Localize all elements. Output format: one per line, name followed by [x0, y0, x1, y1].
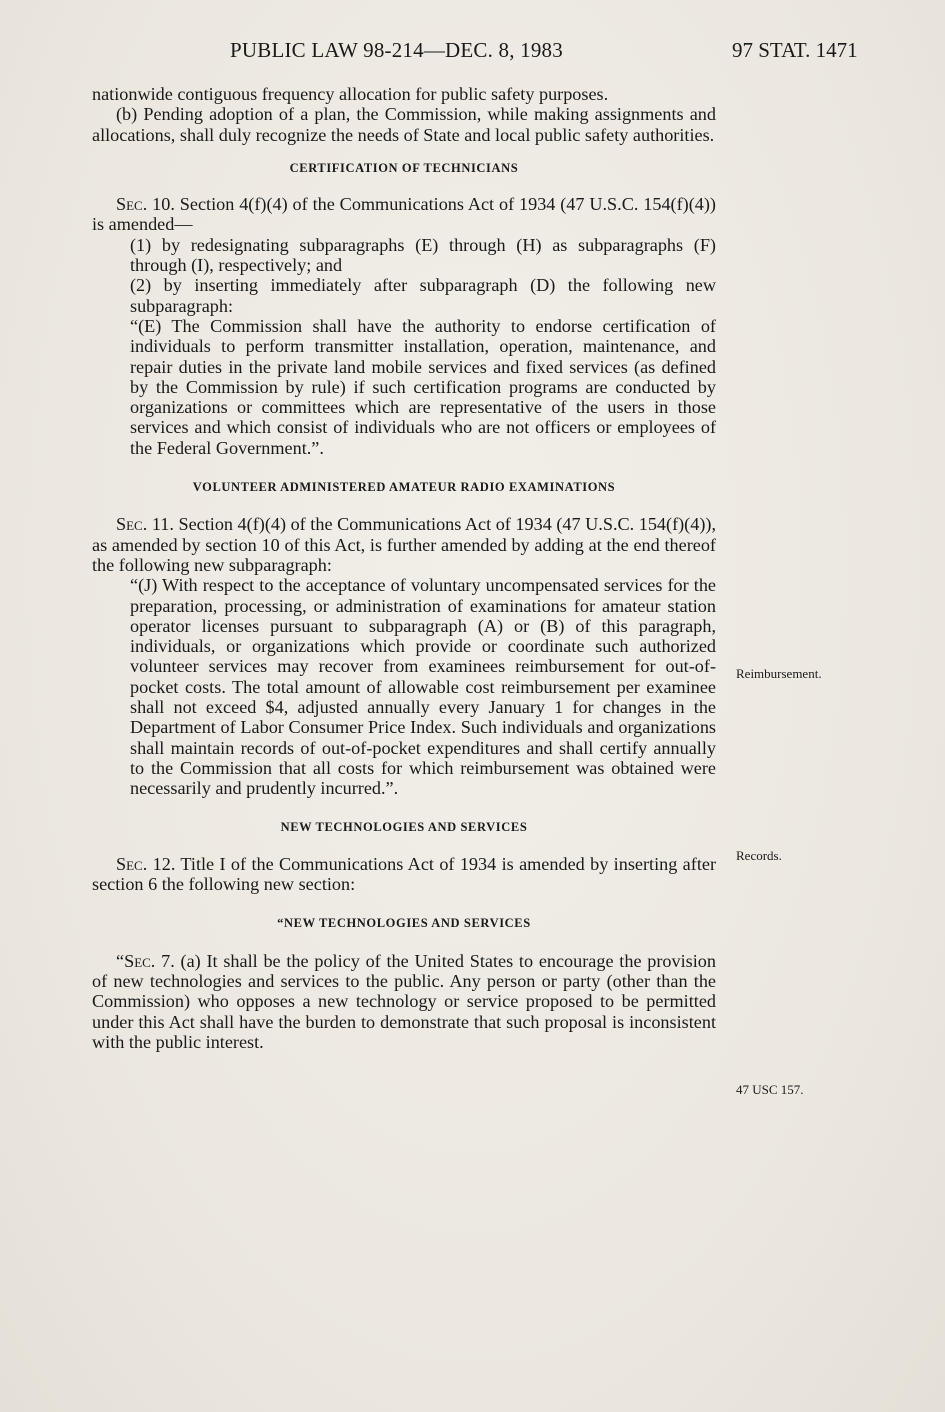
section-10: [92, 194, 716, 235]
section-7: [92, 951, 716, 1052]
margin-note-records: Records.: [736, 848, 782, 863]
heading-certification: CERTIFICATION OF TECHNICIANS: [289, 160, 519, 175]
section-11: [92, 514, 716, 575]
section-7-text: 7. (a) It shall be the policy of the United States to encourage the provision of new technologies and services to the public. Any person or party (other than the Commission) who opposes a new technology or service proposed to be permitted under this Act shall have the burden to demonstrate that such proposal is inconsistent with the public interest.: [92, 950, 716, 1052]
body-column: [92, 84, 716, 1052]
section-10-item-1: (1) by redesignating subparagraphs (E) through (H) as subparagraphs (F) through (I), respectively; and: [130, 234, 716, 276]
sec-label: Sec.: [116, 514, 148, 535]
header-title: PUBLIC LAW 98-214—DEC. 8, 1983: [230, 38, 563, 62]
section-12-text: 12. Title I of the Communications Act of 1934 is amended by inserting after section 6 the following new section:: [92, 853, 716, 895]
section-10-item-2: (2) by inserting immediately after subparagraph (D) the following new subparagraph:: [130, 275, 716, 316]
section-10-quote: “(E) The Commission shall have the authority to endorse certification of individuals to perform transmitter installation, operation, maintenance, and repair duties in the private land mobile services and fixed services (as defined by the Commission by rule) if such certification programs are conducted by organizations or committees which are representative of the users in those services and which consist of individuals who are not officers or employees of the Federal Government.”.: [130, 315, 716, 458]
heading-volunteer-exams: VOLUNTEER ADMINISTERED AMATEUR RADIO EXAMINATIONS: [192, 480, 616, 495]
section-12: [92, 854, 716, 895]
sec-label: Sec.: [116, 194, 148, 215]
margin-note-reimbursement: Reimbursement.: [736, 666, 822, 681]
paragraph-continued: nationwide contiguous frequency allocation for public safety purposes.: [92, 84, 609, 104]
section-11-quote: “(J) With respect to the acceptance of voluntary uncompensated services for the preparation, processing, or administration of examinations for amateur station operator licenses pursuant to subparagraph (A) or (B) of this paragraph, individuals, or organizations which provide or coordinate such authorized volunteer services may recover from examinees reimbursement for out-of-pocket costs. The total amount of allowable cost reimbursement per examinee shall not exceed $4, adjusted annually every January 1 for changes in the Department of Labor Consumer Price Index. Such individuals and organizations shall maintain records of out-of-pocket expenditures and shall certify annually to the Commission that all costs for which reimbursement was obtained were necessarily and prudently incurred.”.: [130, 575, 716, 799]
header-stat-citation: 97 STAT. 1471: [732, 38, 858, 62]
open-quote: “: [116, 950, 125, 971]
page-header: [0, 38, 945, 68]
section-11-text: 11. Section 4(f)(4) of the Communications Act of 1934 (47 U.S.C. 154(f)(4)), as amended by section 10 of this Act, is further amended by adding at the end thereof the following new subparagraph:: [92, 514, 716, 575]
margin-note-usc: 47 USC 157.: [736, 1082, 804, 1097]
section-10-text: 10. Section 4(f)(4) of the Communications Act of 1934 (47 U.S.C. 154(f)(4)) is amended—: [92, 194, 716, 235]
sec-label: Sec.: [124, 950, 156, 971]
sec-label: Sec.: [116, 853, 148, 874]
heading-new-technologies-quoted: “NEW TECHNOLOGIES AND SERVICES: [277, 916, 531, 931]
heading-new-technologies: NEW TECHNOLOGIES AND SERVICES: [280, 819, 528, 834]
paragraph-b: (b) Pending adoption of a plan, the Commission, while making assignments and allocations, shall duly recognize the needs of State and local public safety authorities.: [92, 104, 716, 145]
